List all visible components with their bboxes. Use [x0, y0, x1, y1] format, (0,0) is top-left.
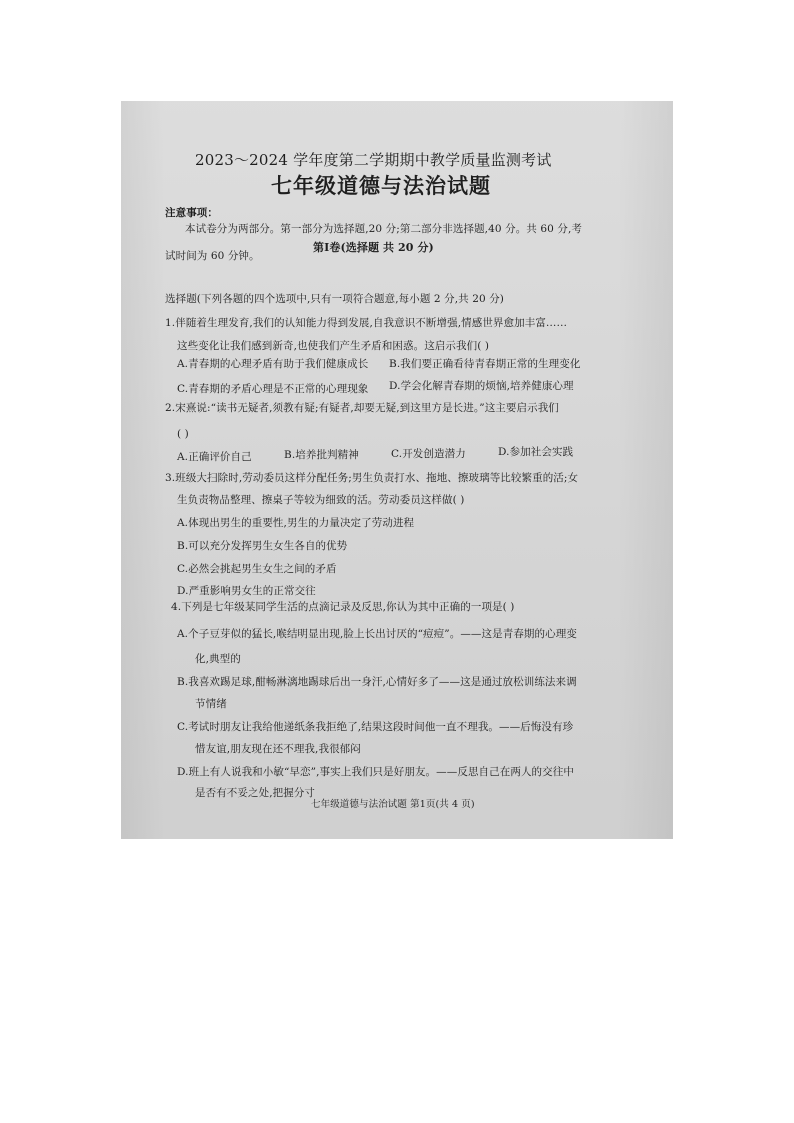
q2-option-c: C.开发创造潜力 — [391, 448, 466, 460]
exam-page-photo — [121, 101, 673, 839]
q1-stem-line-1: 1.伴随着生理发育,我们的认知能力得到发展,自我意识不断增强,情感世界愈加丰富…… — [165, 317, 568, 329]
q4-option-c-line-2: 惜友谊,朋友现在还不理我,我很郁闷 — [195, 743, 361, 755]
q4-option-c-line-1: C.考试时朋友让我给他递纸条我拒绝了,结果这段时间他一直不理我。——后悔没有珍 — [177, 721, 574, 733]
notice-line-1: 本试卷分为两部分。第一部分为选择题,20 分;第二部分非选择题,40 分。共 60 分,考 — [185, 223, 582, 235]
exam-subtitle: 2023～2024 学年度第二学期期中教学质量监测考试 — [195, 151, 552, 169]
q1-option-d: D.学会化解青春期的烦恼,培养健康心理 — [389, 380, 574, 392]
q4-option-d-line-2: 是否有不妥之处,把握分寸 — [195, 787, 316, 799]
q2-option-b: B.培养批判精神 — [284, 449, 359, 461]
q3-stem-line-2: 生负责物品整理、擦桌子等较为细致的活。劳动委员这样做( ) — [177, 494, 465, 506]
q2-stem-line-2: ( ) — [177, 428, 189, 440]
q3-stem-line-1: 3.班级大扫除时,劳动委员这样分配任务;男生负责打水、拖地、擦玻璃等比较繁重的活;女 — [165, 472, 579, 484]
q1-stem-line-2: 这些变化让我们感到新奇,也使我们产生矛盾和困惑。这启示我们( ) — [177, 340, 490, 352]
section-instruction: 选择题(下列各题的四个选项中,只有一项符合题意,每小题 2 分,共 20 分) — [165, 293, 504, 305]
page-footer: 七年级道德与法治试题 第1页(共 4 页) — [311, 799, 475, 810]
q4-option-d-line-1: D.班上有人说我和小敏“早恋”,事实上我们只是好朋友。——反思自己在两人的交往中 — [177, 766, 574, 778]
q1-option-c: C.青春期的矛盾心理是不正常的心理现象 — [177, 383, 369, 395]
q1-option-b: B.我们要正确看待青春期正常的生理变化 — [389, 358, 581, 370]
q2-stem-line-1: 2.宋熹说:“读书无疑者,须教有疑;有疑者,却要无疑,到这里方是长进。”这主要启示我们 — [165, 402, 559, 414]
q3-option-b: B.可以充分发挥男生女生各自的优势 — [177, 540, 348, 552]
q3-option-a: A.体现出男生的重要性,男生的力量决定了劳动进程 — [177, 517, 415, 529]
q3-option-d: D.严重影响男女生的正常交往 — [177, 585, 316, 597]
q4-option-b-line-1: B.我喜欢踢足球,酣畅淋漓地踢球后出一身汗,心情好多了——这是通过放松训练法来调 — [177, 676, 577, 688]
q4-option-a-line-2: 化,典型的 — [195, 653, 241, 665]
notice-heading: 注意事项： — [165, 207, 218, 219]
q4-stem: 4.下列是七年级某同学生活的点滴记录及反思,你认为其中正确的一项是( ) — [171, 601, 515, 613]
notice-line-2: 试时间为 60 分钟。 — [165, 250, 260, 262]
q3-option-c: C.必然会挑起男生女生之间的矛盾 — [177, 563, 337, 575]
q4-option-b-line-2: 节情绪 — [195, 698, 227, 710]
section-heading: 第Ⅰ卷(选择题 共 20 分) — [313, 241, 434, 254]
q1-option-a: A.青春期的心理矛盾有助于我们健康成长 — [177, 358, 369, 370]
q4-option-a-line-1: A.个子豆芽似的猛长,喉结明显出现,脸上长出讨厌的“痘痘”。——这是青春期的心理变 — [177, 628, 577, 640]
exam-title: 七年级道德与法治试题 — [271, 173, 491, 198]
q2-option-d: D.参加社会实践 — [498, 446, 574, 458]
q2-option-a: A.正确评价自己 — [177, 451, 252, 463]
